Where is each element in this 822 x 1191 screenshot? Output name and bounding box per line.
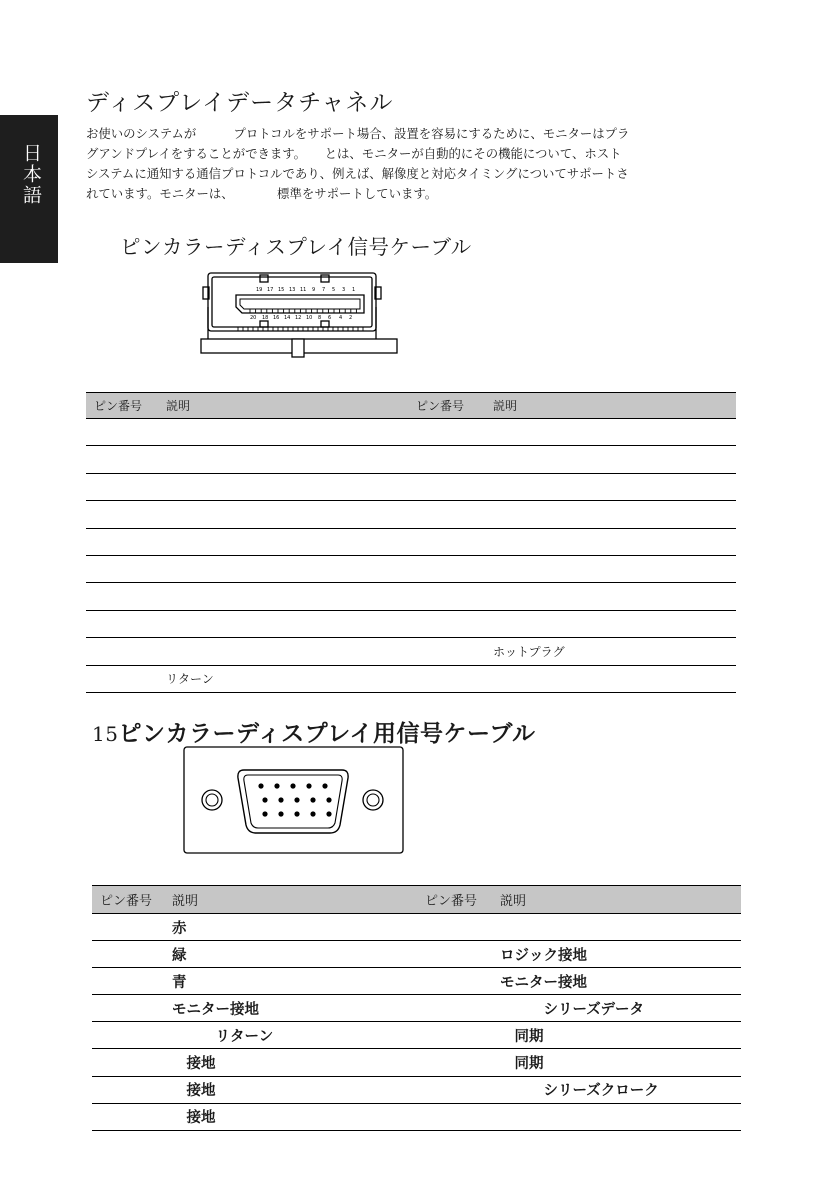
dp-pin-label-bottom: 4	[339, 315, 343, 321]
cell	[425, 1022, 500, 1049]
cell	[493, 555, 736, 582]
table-header-row	[92, 886, 741, 914]
dp-pin-label-bottom: 2	[349, 315, 353, 321]
cell	[425, 1076, 500, 1103]
cell	[425, 941, 500, 968]
cell	[86, 665, 166, 692]
table-row	[86, 583, 736, 610]
cell	[86, 501, 166, 528]
dp-pin-label-top: 19	[256, 287, 263, 293]
dp-pin-label-top: 1	[352, 287, 356, 293]
cell	[416, 638, 493, 665]
cell	[493, 473, 736, 500]
cell	[493, 583, 736, 610]
cell	[500, 914, 741, 941]
cell: 同期	[500, 1022, 741, 1049]
dp-pin-label-bottom: 10	[306, 315, 313, 321]
displayport-connector-diagram	[198, 267, 400, 365]
cell	[493, 665, 736, 692]
cell	[425, 968, 500, 995]
table-row	[92, 1022, 741, 1049]
cell	[166, 638, 416, 665]
cell	[416, 528, 493, 555]
table-row	[92, 1103, 741, 1130]
table-row	[92, 941, 741, 968]
dp-pin-label-top: 7	[322, 287, 326, 293]
table-row	[92, 995, 741, 1022]
cell	[86, 638, 166, 665]
cell	[166, 610, 416, 637]
dp-pin-label-top: 3	[342, 287, 346, 293]
table-row	[86, 610, 736, 637]
vga-pin-hole	[294, 797, 299, 802]
vga-pin-hole	[310, 811, 315, 816]
dp-pin-label-bottom: 20	[250, 315, 257, 321]
table-row	[92, 1076, 741, 1103]
section-title-displayport-cable: ピンカラーディスプレイ信号ケーブル	[120, 235, 472, 259]
cell	[92, 1103, 172, 1130]
cell	[86, 583, 166, 610]
paragraph-line: お使いのシステムが プロトコルをサポート場合、設置を容易にするために、モニターはプラ	[86, 126, 630, 141]
dp-pin-label-bottom: 16	[273, 315, 280, 321]
cell	[416, 473, 493, 500]
cell: 赤	[172, 914, 425, 941]
table-row	[86, 419, 736, 446]
vga-title-text: ピンカラーディスプレイ用信号ケーブル	[118, 721, 536, 747]
header-pin-no: ピン番号	[86, 393, 166, 419]
vga-connector-diagram	[182, 745, 406, 855]
header-description: 説明	[493, 393, 736, 419]
cell	[425, 995, 500, 1022]
cell	[166, 501, 416, 528]
table-row	[86, 501, 736, 528]
table-row	[92, 968, 741, 995]
vga-pin-hole	[310, 797, 315, 802]
table-row	[92, 914, 741, 941]
table-header-row	[86, 393, 736, 419]
vga-title-number: 15	[92, 722, 119, 746]
language-tab	[0, 115, 58, 263]
dp-pin-label-top: 17	[267, 287, 274, 293]
cell	[416, 583, 493, 610]
dp-pin-label-bottom: 8	[318, 315, 322, 321]
cell	[86, 473, 166, 500]
header-description: 説明	[166, 393, 416, 419]
vga-pin-table	[92, 885, 741, 1131]
cell	[493, 610, 736, 637]
table-row	[86, 638, 736, 665]
cell	[92, 968, 172, 995]
cell: 青	[172, 968, 425, 995]
vga-pin-hole	[294, 811, 299, 816]
cell	[425, 914, 500, 941]
cell	[166, 446, 416, 473]
header-description: 説明	[172, 886, 425, 914]
dp-pin-label-bottom: 14	[284, 315, 291, 321]
vga-pin-hole	[278, 811, 283, 816]
cell: モニター接地	[500, 968, 741, 995]
vga-pin-hole	[322, 783, 327, 788]
section-title-vga-cable	[92, 715, 535, 748]
vga-pin-hole	[306, 783, 311, 788]
vga-pin-hole	[278, 797, 283, 802]
vga-pin-hole	[262, 797, 267, 802]
cell	[92, 1022, 172, 1049]
cell	[416, 446, 493, 473]
cell	[425, 1049, 500, 1076]
cell	[92, 914, 172, 941]
dp-pin-label-top: 15	[278, 287, 285, 293]
cell	[86, 610, 166, 637]
dp-pin-label-bottom: 6	[328, 315, 332, 321]
cell	[166, 419, 416, 446]
cell	[86, 419, 166, 446]
vga-pin-hole	[326, 811, 331, 816]
cell	[493, 501, 736, 528]
cell	[92, 941, 172, 968]
cell	[425, 1103, 500, 1130]
cell: ホットプラグ	[493, 638, 736, 665]
cell	[92, 1049, 172, 1076]
cell	[86, 528, 166, 555]
cell	[416, 610, 493, 637]
cell	[416, 419, 493, 446]
vga-pin-hole	[290, 783, 295, 788]
cell	[166, 528, 416, 555]
cell: ロジック接地	[500, 941, 741, 968]
table-row	[86, 555, 736, 582]
cell: モニター接地	[172, 995, 425, 1022]
header-pin-no: ピン番号	[92, 886, 172, 914]
language-tab-label: 日本語	[20, 143, 42, 206]
cell	[166, 583, 416, 610]
cell	[92, 995, 172, 1022]
vga-pin-hole	[258, 783, 263, 788]
vga-pin-hole	[326, 797, 331, 802]
cell	[416, 501, 493, 528]
vga-pin-hole	[262, 811, 267, 816]
paragraph-line: れています。モニターは、 標準をサポートしています。	[86, 186, 438, 201]
cell: 接地	[172, 1076, 425, 1103]
cell	[493, 419, 736, 446]
table-row	[86, 528, 736, 555]
cell: シリーズクローク	[500, 1076, 741, 1103]
paragraph-line: グアンドプレイをすることができます。 とは、モニターが自動的にその機能について、ホスト	[86, 146, 622, 161]
cell	[493, 446, 736, 473]
dp-pin-label-bottom: 12	[295, 315, 302, 321]
header-description: 説明	[500, 886, 741, 914]
cell	[493, 528, 736, 555]
ddc-paragraph	[86, 124, 736, 204]
displayport-pin-table	[86, 392, 736, 693]
dp-pin-label-top: 11	[300, 287, 307, 293]
cell: シリーズデータ	[500, 995, 741, 1022]
cell	[166, 555, 416, 582]
cell: 緑	[172, 941, 425, 968]
cell	[86, 555, 166, 582]
cell: リターン	[172, 1022, 425, 1049]
table-row	[86, 446, 736, 473]
cell: 接地	[172, 1103, 425, 1130]
cell	[500, 1103, 741, 1130]
table-row	[86, 473, 736, 500]
cell	[166, 473, 416, 500]
dp-pin-label-top: 5	[332, 287, 336, 293]
cell	[86, 446, 166, 473]
vga-pin-hole	[274, 783, 279, 788]
cell: 接地	[172, 1049, 425, 1076]
table-row	[92, 1049, 741, 1076]
cell	[416, 555, 493, 582]
dp-pin-label-top: 13	[289, 287, 296, 293]
dp-pin-label-top: 9	[312, 287, 316, 293]
section-title-ddc: ディスプレイデータチャネル	[86, 90, 394, 116]
header-pin-no: ピン番号	[425, 886, 500, 914]
header-pin-no: ピン番号	[416, 393, 493, 419]
cell: 同期	[500, 1049, 741, 1076]
cell	[92, 1076, 172, 1103]
cell	[416, 665, 493, 692]
dp-pin-label-bottom: 18	[262, 315, 269, 321]
table-row	[86, 665, 736, 692]
cell: リターン	[166, 665, 416, 692]
paragraph-line: システムに通知する通信プロトコルであり、例えば、解像度と対応タイミングについてサポートさ	[86, 166, 629, 181]
